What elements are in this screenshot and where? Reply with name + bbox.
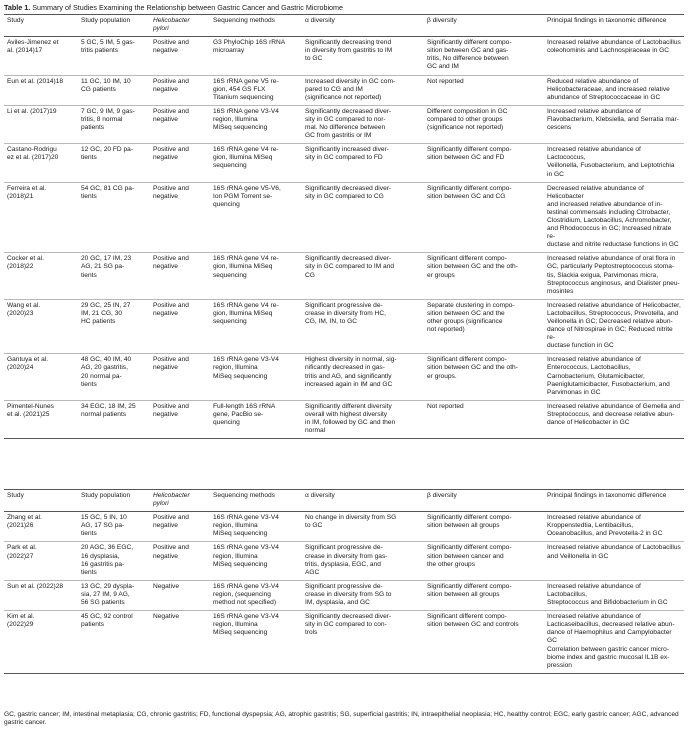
table-row xyxy=(4,182,684,253)
cell-alpha-diversity: Significantly decreasing trend in diversity from gastritis to IM to GC xyxy=(302,37,424,75)
header-helicobacter: Helicobacter pylori xyxy=(150,15,210,37)
cell-helicobacter: Positive and negative xyxy=(150,144,210,182)
cell-study: Zhang et al. (2021)26 xyxy=(4,512,78,542)
cell-population: 12 GC, 20 FD pa- tients xyxy=(78,144,150,182)
cell-population: 20 AGC, 36 EGC, 16 dysplasia, 16 gastritis pa- tients xyxy=(78,542,150,580)
cell-beta-diversity: Different composition in GC compared to other groups (significance not reported) xyxy=(424,105,544,143)
cell-beta-diversity: Significantly different compo- sition between GC and CG xyxy=(424,182,544,253)
cell-sequencing: 16S rRNA gene V5-V6, Ion PGM Torrent se- quencing xyxy=(210,182,302,253)
cell-alpha-diversity: Significant progressive de- crease in diversity from HC, CG, IM, IN, to GC xyxy=(302,299,424,354)
cell-helicobacter: Positive and negative xyxy=(150,400,210,438)
cell-alpha-diversity: Highest diversity in normal, sig- nificantly decreased in gas- tritis and AG, and significantly increased again in IM and GC xyxy=(302,354,424,400)
cell-findings: Increased relative abundance of Lactobacillus and Veillonella in GC xyxy=(544,542,684,580)
cell-sequencing: 16S rRNA gene V5 re- gion, 454 GS FLX Titanium sequencing xyxy=(210,75,302,105)
table-row xyxy=(4,144,684,182)
cell-alpha-diversity: Significantly decreased diver- sity in GC compared to con- trols xyxy=(302,611,424,674)
cell-helicobacter: Positive and negative xyxy=(150,299,210,354)
header-row xyxy=(4,15,684,37)
cell-findings: Increased relative abundance of Lactobacillus coleohominis and Lachnospiraceae in GC xyxy=(544,37,684,75)
header-sequencing: Sequencing methods xyxy=(210,15,302,37)
cell-beta-diversity: Significantly different compo- sition between all groups xyxy=(424,512,544,542)
cell-study: Wang et al. (2020)23 xyxy=(4,299,78,354)
cell-beta-diversity: Significantly different compo- sition between cancer and the other groups xyxy=(424,542,544,580)
header-alpha-diversity: α diversity xyxy=(302,490,424,512)
cell-findings: Increased relative abundance of Gemella and Streptococcus, and decrease relative abun- dance of Helicobacter in GC xyxy=(544,400,684,438)
cell-beta-diversity: Significantly different compo- sition between GC and gas- tritis, No difference between GC and IM xyxy=(424,37,544,75)
cell-study: Gantuya et al. (2020)24 xyxy=(4,354,78,400)
cell-study: Castano-Rodrigu ez et al. (2017)20 xyxy=(4,144,78,182)
cell-findings: Increased relative abundance of Helicobacter, Lactobacillus, Streptococcus, Prevotella, and Veillonella in GC; Decreased relative abun- dance of Nitrospirae in GC; Reduced nitrite re- ductase function in GC xyxy=(544,299,684,354)
header-sequencing: Sequencing methods xyxy=(210,490,302,512)
cell-alpha-diversity: Significantly decreased diver- sity in GC compared to IM and CG xyxy=(302,253,424,299)
cell-beta-diversity: Not reported xyxy=(424,400,544,438)
cell-population: 5 GC, 5 IM, 5 gas- tritis patients xyxy=(78,37,150,75)
table-caption xyxy=(4,3,684,12)
header-population: Study population xyxy=(78,15,150,37)
table-row xyxy=(4,105,684,143)
table-row xyxy=(4,611,684,674)
cell-findings: Increased relative abundance of oral flora in GC, particularly Peptostreptococcus stoma- tis, Slackia exigua, Parvimonas micra, Streptococcus anginosus, and Dialister pneu- mosintes xyxy=(544,253,684,299)
studies-table-part2 xyxy=(4,489,684,674)
cell-population: 45 GC, 92 control patients xyxy=(78,611,150,674)
cell-population: 54 GC, 81 CG pa- tients xyxy=(78,182,150,253)
table-row xyxy=(4,354,684,400)
table-row xyxy=(4,542,684,580)
cell-population: 29 GC, 25 IN, 27 IM, 21 CG, 30 HC patients xyxy=(78,299,150,354)
cell-alpha-diversity: Increased diversity in GC com- pared to CG and IM (significance not reported) xyxy=(302,75,424,105)
cell-helicobacter: Positive and negative xyxy=(150,105,210,143)
cell-alpha-diversity: Significantly different diversity overall with highest diversity in IM, followed by GC and then normal xyxy=(302,400,424,438)
studies-table-part1 xyxy=(4,14,684,439)
cell-alpha-diversity: Significantly decreased diver- sity in GC compared to nor- mal. No difference between GC from gastritis or IM xyxy=(302,105,424,143)
cell-helicobacter: Positive and negative xyxy=(150,542,210,580)
cell-sequencing: G3 PhyloChip 16S rRNA microarray xyxy=(210,37,302,75)
cell-helicobacter: Positive and negative xyxy=(150,512,210,542)
cell-sequencing: 16S rRNA gene V4 re- gion, Illumina MiSeq sequencing xyxy=(210,253,302,299)
cell-population: 48 GC, 40 IM, 40 AG, 20 gastritis, 20 normal pa- tients xyxy=(78,354,150,400)
header-row xyxy=(4,490,684,512)
table-row xyxy=(4,253,684,299)
table-row xyxy=(4,512,684,542)
table-row xyxy=(4,75,684,105)
table-footnote: GC, gastric cancer; IM, intestinal metaplasia; CG, chronic gastritis; FD, functional dyspepsia; AG, atrophic gastritis; SG, superficial gastritis; IN, intraepithelial neoplasia; HC, healthy control; EGC, early gastric cancer; AGC, advanced gastric cancer. xyxy=(4,711,679,727)
cell-helicobacter: Negative xyxy=(150,580,210,610)
cell-beta-diversity: Significant different compo- sition between GC and the oth- er groups xyxy=(424,253,544,299)
cell-beta-diversity: Separate clustering in compo- sition between GC and the other groups (significance not reported) xyxy=(424,299,544,354)
cell-findings: Increased relative abundance of Flavobacterium, Klebsiella, and Serratia mar- cescens xyxy=(544,105,684,143)
cell-study: Park et al. (2022)27 xyxy=(4,542,78,580)
header-findings: Principal findings in taxonomic difference xyxy=(544,490,684,512)
cell-findings: Increased relative abundance of Lactobacillus, Streptococcus and Bifidobacterium in GC xyxy=(544,580,684,610)
cell-study: Aviles-Jimenez et al. (2014)17 xyxy=(4,37,78,75)
cell-population: 11 GC, 10 IM, 10 CG patients xyxy=(78,75,150,105)
cell-sequencing: 16S rRNA gene V3-V4 region, Illumina MiSeq sequencing xyxy=(210,354,302,400)
cell-study: Cocker et al. (2018)22 xyxy=(4,253,78,299)
cell-helicobacter: Negative xyxy=(150,611,210,674)
cell-helicobacter: Positive and negative xyxy=(150,182,210,253)
cell-findings: Reduced relative abundance of Helicobacteraceae, and increased relative abundance of Streptococcaceae in GC xyxy=(544,75,684,105)
cell-study: Sun et al. (2022)28 xyxy=(4,580,78,610)
cell-helicobacter: Positive and negative xyxy=(150,253,210,299)
cell-sequencing: 16S rRNA gene V3-V4 region, Illumina MiSeq sequencing xyxy=(210,105,302,143)
header-helicobacter: Helicobacter pylori xyxy=(150,490,210,512)
header-alpha-diversity: α diversity xyxy=(302,15,424,37)
cell-findings: Decreased relative abundance of Helicobacter and increased relative abundance of in- testinal commensals including Citrobacter, Clostridium, Lactobacillus, Achromobacter, and Rhodococcus in GC; Increased nitrate re- ductase and nitrite reductase functions in GC xyxy=(544,182,684,253)
table-body-part2 xyxy=(4,512,684,674)
cell-study: Li et al. (2017)19 xyxy=(4,105,78,143)
cell-study: Ferreira et al. (2018)21 xyxy=(4,182,78,253)
cell-population: 34 EGC, 18 IM, 25 normal patients xyxy=(78,400,150,438)
cell-sequencing: 16S rRNA gene V3-V4 region, (sequencing method not specified) xyxy=(210,580,302,610)
table-row xyxy=(4,400,684,438)
cell-population: 13 GC, 29 dyspla- sia, 27 IM, 9 AG, 56 SG patients xyxy=(78,580,150,610)
cell-beta-diversity: Not reported xyxy=(424,75,544,105)
cell-population: 15 GC, 5 IN, 10 AG, 17 SG pa- tients xyxy=(78,512,150,542)
cell-findings: Increased relative abundance of Lactococcus, Veillonella, Fusobacterium, and Leptotrichia in GC xyxy=(544,144,684,182)
cell-helicobacter: Positive and negative xyxy=(150,354,210,400)
cell-helicobacter: Positive and negative xyxy=(150,75,210,105)
cell-alpha-diversity: Significant progressive de- crease in diversity from SG to IM, dysplasia, and GC xyxy=(302,580,424,610)
cell-findings: Increased relative abundance of Kroppenstedtia, Lentibacillus, Oceanobacillus, and Prevotella-2 in GC xyxy=(544,512,684,542)
header-beta-diversity: β diversity xyxy=(424,490,544,512)
cell-beta-diversity: Significantly different compo- sition between GC and FD xyxy=(424,144,544,182)
cell-alpha-diversity: Significantly decreased diver- sity in GC compared to CG xyxy=(302,182,424,253)
table-row xyxy=(4,299,684,354)
header-study: Study xyxy=(4,490,78,512)
table-title: Summary of Studies Examining the Relationship between Gastric Cancer and Gastric Microbiome xyxy=(32,3,344,12)
table-row xyxy=(4,37,684,75)
cell-beta-diversity: Significantly different compo- sition between all groups xyxy=(424,580,544,610)
cell-alpha-diversity: Significant progressive de- crease in diversity from gas- tritis, dysplasia, EGC, and AGC xyxy=(302,542,424,580)
cell-findings: Increased relative abundance of Lacticaseibacillus, decreased relative abun- dance of Haemophilus and Campylobacter GC Correlation between gastric cancer micro- biome index and gastric mucosal IL1B ex- pression xyxy=(544,611,684,674)
cell-beta-diversity: Significant different compo- sition between GC and controls xyxy=(424,611,544,674)
cell-findings: Increased relative abundance of Enterococcus, Lactobacillus, Carnobacterium, Glutamicibacter, Paeniglutamicibacter, Fusobacterium, and Parvimonas in GC xyxy=(544,354,684,400)
cell-alpha-diversity: Significantly increased diver- sity in GC compared to FD xyxy=(302,144,424,182)
cell-sequencing: 16S rRNA gene V4 re- gion, Illumina MiSeq sequencing xyxy=(210,144,302,182)
cell-sequencing: Full-length 16S rRNA gene, PacBio se- quencing xyxy=(210,400,302,438)
cell-study: Eun et al. (2014)18 xyxy=(4,75,78,105)
cell-study: Pimentel-Nunes et al. (2021)25 xyxy=(4,400,78,438)
cell-sequencing: 16S rRNA gene V3-V4 region, Illumina MiSeq sequencing xyxy=(210,542,302,580)
cell-sequencing: 16S rRNA gene V4 re- gion, Illumina MiSeq sequencing xyxy=(210,299,302,354)
header-beta-diversity: β diversity xyxy=(424,15,544,37)
table-body-part1 xyxy=(4,37,684,439)
cell-population: 7 GC, 9 IM, 9 gas- tritis, 8 normal patients xyxy=(78,105,150,143)
cell-sequencing: 16S rRNA gene V3-V4 region, Illumina MiSeq sequencing xyxy=(210,611,302,674)
cell-sequencing: 16S rRNA gene V3-V4 region, Illumina MiSeq sequencing xyxy=(210,512,302,542)
table-label: Table 1. xyxy=(4,3,31,12)
cell-population: 20 GC, 17 IM, 23 AG, 21 SG pa- tients xyxy=(78,253,150,299)
cell-alpha-diversity: No change in diversity from SG to GC xyxy=(302,512,424,542)
header-study: Study xyxy=(4,15,78,37)
header-findings: Principal findings in taxonomic difference xyxy=(544,15,684,37)
header-population: Study population xyxy=(78,490,150,512)
cell-study: Kim et al. (2022)29 xyxy=(4,611,78,674)
table-row xyxy=(4,580,684,610)
cell-beta-diversity: Significant different compo- sition between GC and the oth- er groups. xyxy=(424,354,544,400)
cell-helicobacter: Positive and negative xyxy=(150,37,210,75)
